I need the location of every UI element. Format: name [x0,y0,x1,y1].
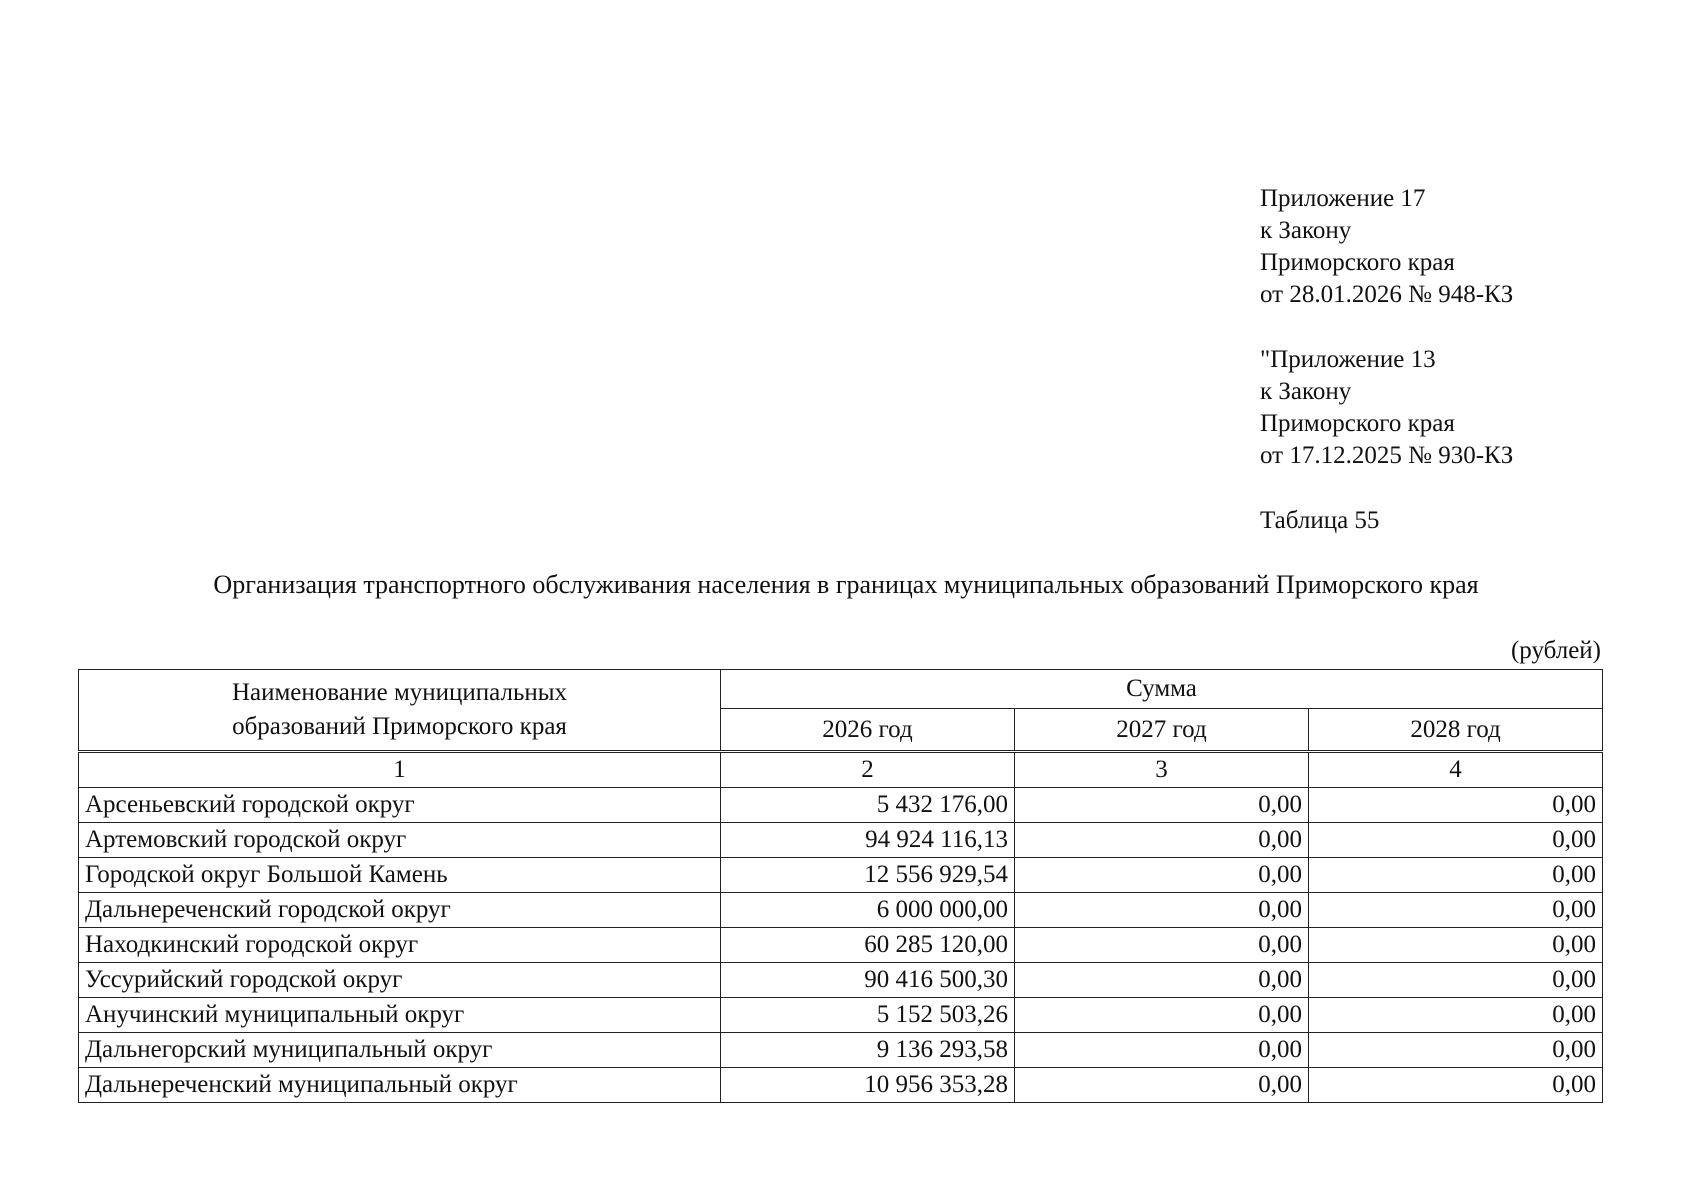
table-number: Таблица 55 [1260,507,1380,534]
amount-cell: 0,00 [1309,963,1603,998]
column-header-name [79,670,721,752]
amount-cell: 0,00 [1309,1033,1603,1068]
header-line: от 17.12.2025 № 930-КЗ [1260,442,1514,469]
header-line: Приморского края [1260,249,1455,276]
amount-cell: 0,00 [1015,963,1309,998]
column-header-sum: Сумма [721,670,1603,709]
amount-cell: 0,00 [1309,1068,1603,1103]
header-line: Приложение 17 [1260,185,1426,212]
original-appendix-header [1260,344,1513,472]
header-line: Приморского края [1260,410,1455,437]
table-row [79,823,1603,858]
table-row [79,788,1603,823]
header-line: "Приложение 13 [1260,346,1436,373]
municipality-name: Дальнереченский муниципальный округ [79,1068,721,1103]
column-header-year: 2028 год [1309,709,1603,752]
table-row [79,1068,1603,1103]
amount-cell: 0,00 [1015,893,1309,928]
amount-cell: 0,00 [1015,928,1309,963]
amount-cell: 0,00 [1015,998,1309,1033]
municipality-name: Дальнегорский муниципальный округ [79,1033,721,1068]
municipality-name: Дальнереченский городской округ [79,893,721,928]
amount-cell: 90 416 500,30 [721,963,1015,998]
header-line: от 28.01.2026 № 948-КЗ [1260,281,1514,308]
municipality-name: Анучинский муниципальный округ [79,998,721,1033]
document-title: Организация транспортного обслуживания населения в границах муниципальных образований Приморского края [213,570,1479,599]
table-row [79,963,1603,998]
column-number: 4 [1309,752,1603,788]
amount-cell: 94 924 116,13 [721,823,1015,858]
column-number-row [79,752,1603,788]
column-number: 2 [721,752,1015,788]
appendix-header [1260,183,1513,311]
amount-cell: 5 152 503,26 [721,998,1015,1033]
municipality-name: Уссурийский городской округ [79,963,721,998]
municipality-name: Городской округ Большой Камень [79,858,721,893]
amount-cell: 5 432 176,00 [721,788,1015,823]
column-header-year: 2026 год [721,709,1015,752]
municipality-name: Арсеньевский городской округ [79,788,721,823]
amount-cell: 0,00 [1015,1068,1309,1103]
table-row [79,928,1603,963]
table-row [79,998,1603,1033]
amount-cell: 0,00 [1015,858,1309,893]
table-row [79,1033,1603,1068]
budget-table [78,669,1603,1103]
column-number: 1 [79,752,721,788]
amount-cell: 0,00 [1015,1033,1309,1068]
amount-cell: 6 000 000,00 [721,893,1015,928]
amount-cell: 0,00 [1309,858,1603,893]
column-header-name-text: Наименование муниципальных образований Приморского края [231,679,568,740]
amount-cell: 10 956 353,28 [721,1068,1015,1103]
amount-cell: 0,00 [1309,893,1603,928]
amount-cell: 60 285 120,00 [721,928,1015,963]
amount-cell: 0,00 [1309,998,1603,1033]
amount-cell: 12 556 929,54 [721,858,1015,893]
table-row [79,893,1603,928]
municipality-name: Находкинский городской округ [79,928,721,963]
amount-cell: 0,00 [1309,928,1603,963]
amount-cell: 0,00 [1309,823,1603,858]
table-row [79,858,1603,893]
units-label: (рублей) [1510,637,1601,664]
amount-cell: 9 136 293,58 [721,1033,1015,1068]
amount-cell: 0,00 [1309,788,1603,823]
column-header-year: 2027 год [1015,709,1309,752]
amount-cell: 0,00 [1015,788,1309,823]
municipality-name: Артемовский городской округ [79,823,721,858]
header-line: к Закону [1260,378,1352,405]
header-line: к Закону [1260,217,1352,244]
amount-cell: 0,00 [1015,823,1309,858]
column-number: 3 [1015,752,1309,788]
